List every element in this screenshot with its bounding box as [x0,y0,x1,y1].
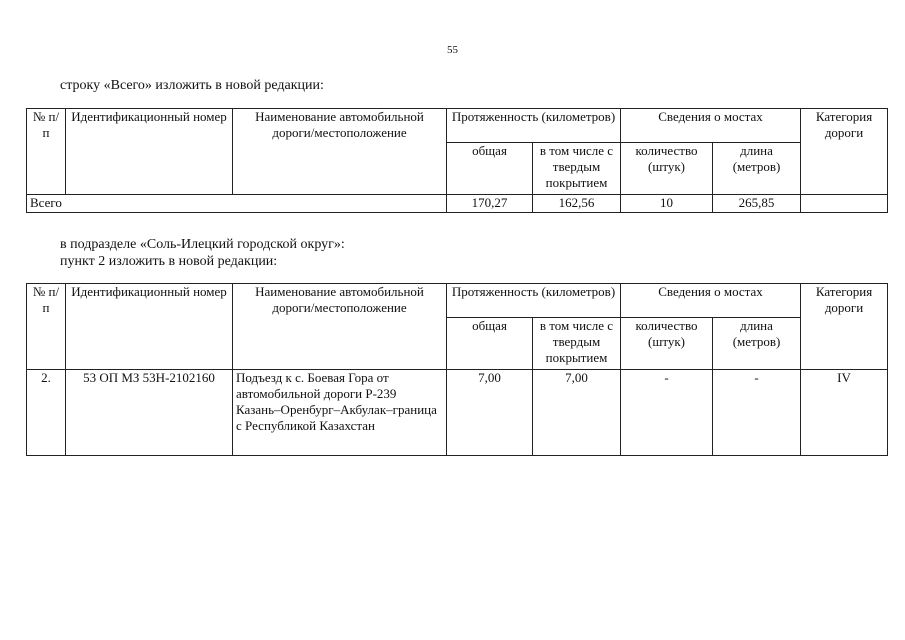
header-total: общая [447,143,533,195]
row-num: 2. [27,370,66,456]
header-name: Наименование автомобильной дороги/местоположение [233,284,447,370]
table-row [27,195,888,213]
header-num: № п/п [27,284,66,370]
table-row [27,370,888,456]
header-num: № п/п [27,109,66,195]
row-length-total: 7,00 [447,370,533,456]
table-item [26,283,888,456]
header-length: Протяженность (километров) [447,109,621,143]
row-road-name: Подъезд к с. Боевая Гора от автомобильной дороги Р-239 Казань–Оренбург–Акбулак–граница с Республикой Казахстан [233,370,447,456]
total-label: Всего [27,195,447,213]
row-id: 53 ОП МЗ 53Н-2102160 [66,370,233,456]
header-category: Категория дороги [801,284,888,370]
header-count: количество (штук) [621,318,713,370]
total-bridge-length: 265,85 [713,195,801,213]
table-total [26,108,888,213]
total-length: 170,27 [447,195,533,213]
row-length-paved: 7,00 [533,370,621,456]
intro-paragraph-2: в подразделе «Соль-Илецкий городской округ»: [60,237,345,252]
header-paved: в том числе с твердым покрытием [533,143,621,195]
header-id: Идентификационный номер [66,284,233,370]
header-name: Наименование автомобильной дороги/местоположение [233,109,447,195]
total-paved: 162,56 [533,195,621,213]
header-count: количество (штук) [621,143,713,195]
header-bridge-length: длина (метров) [713,318,801,370]
header-id: Идентификационный номер [66,109,233,195]
row-bridge-count: - [621,370,713,456]
header-bridge-length: длина (метров) [713,143,801,195]
row-category: IV [801,370,888,456]
total-category [801,195,888,213]
total-bridge-count: 10 [621,195,713,213]
header-total: общая [447,318,533,370]
header-bridges: Сведения о мостах [621,109,801,143]
page-number: 55 [447,44,458,56]
header-bridges: Сведения о мостах [621,284,801,318]
header-length: Протяженность (километров) [447,284,621,318]
intro-paragraph-3: пункт 2 изложить в новой редакции: [60,254,278,269]
intro-paragraph-1: строку «Всего» изложить в новой редакции: [60,78,324,93]
row-bridge-length: - [713,370,801,456]
header-paved: в том числе с твердым покрытием [533,318,621,370]
header-category: Категория дороги [801,109,888,195]
